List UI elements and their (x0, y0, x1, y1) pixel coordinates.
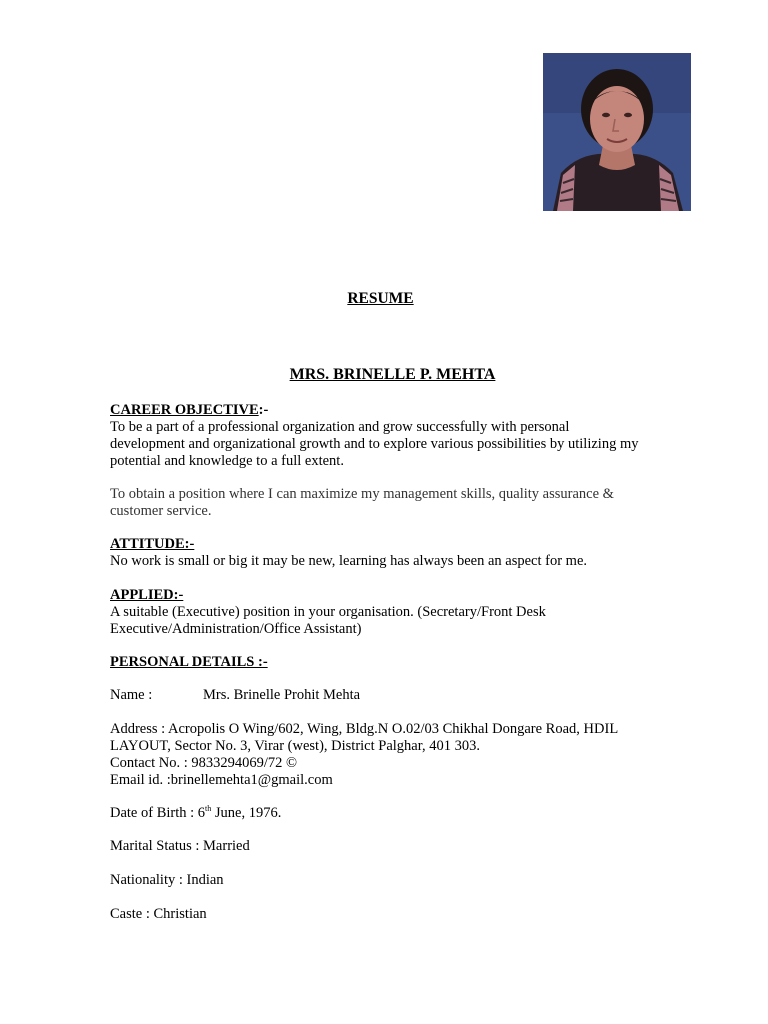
dob-superscript: th (205, 804, 212, 813)
career-objective-heading-suffix: :- (258, 402, 269, 418)
portrait-photo-image (543, 53, 691, 211)
address-line: Address : Acropolis O Wing/602, Wing, Bldg.N O.02/03 Chikhal Dongare Road, HDIL (110, 721, 619, 737)
name-label: Name : (110, 687, 153, 703)
attitude-text: No work is small or big it may be new, learning has always been an aspect for me. (110, 553, 588, 569)
resume-title: RESUME (347, 290, 414, 307)
career-objective-secondary (110, 486, 690, 520)
personal-details-heading: PERSONAL DETAILS :- (110, 654, 268, 670)
nationality: Nationality : Indian (110, 872, 224, 888)
candidate-name-title: MRS. BRINELLE P. MEHTA (289, 366, 496, 383)
dob-prefix: Date of Birth : 6 (110, 805, 206, 821)
career-objective-secondary-line: customer service. (110, 503, 212, 519)
personal-details-heading-block (110, 654, 690, 671)
career-objective-heading-text: CAREER OBJECTIVE (110, 402, 259, 418)
email-id: Email id. :brinellemehta1@gmail.com (110, 772, 333, 788)
applied-heading: APPLIED:- (110, 587, 184, 603)
career-objective-section (110, 402, 690, 470)
portrait-photo (543, 53, 691, 211)
address-line: LAYOUT, Sector No. 3, Virar (west), District Palghar, 401 303. (110, 738, 480, 754)
name-row (110, 687, 690, 704)
address-block (110, 721, 690, 789)
attitude-section (110, 536, 690, 570)
contact-number: Contact No. : 9833294069/72 © (110, 755, 298, 771)
caste: Caste : Christian (110, 906, 207, 922)
attitude-heading: ATTITUDE:- (110, 536, 195, 552)
career-objective-line: potential and knowledge to a full extent. (110, 453, 344, 469)
applied-line: A suitable (Executive) position in your organisation. (Secretary/Front Desk (110, 604, 546, 620)
career-objective-line: To be a part of a professional organization and grow successfully with personal (110, 419, 570, 435)
dob-suffix: June, 1976. (211, 805, 282, 821)
applied-section (110, 587, 690, 638)
career-objective-heading (110, 402, 690, 419)
career-objective-line: development and organizational growth and to explore various possibilities by utilizing my (110, 436, 639, 452)
name-value: Mrs. Brinelle Prohit Mehta (203, 687, 361, 703)
career-objective-secondary-line: To obtain a position where I can maximize my management skills, quality assurance & (110, 486, 614, 502)
applied-line: Executive/Administration/Office Assistant) (110, 621, 362, 637)
date-of-birth (110, 805, 690, 822)
marital-status: Marital Status : Married (110, 838, 250, 854)
